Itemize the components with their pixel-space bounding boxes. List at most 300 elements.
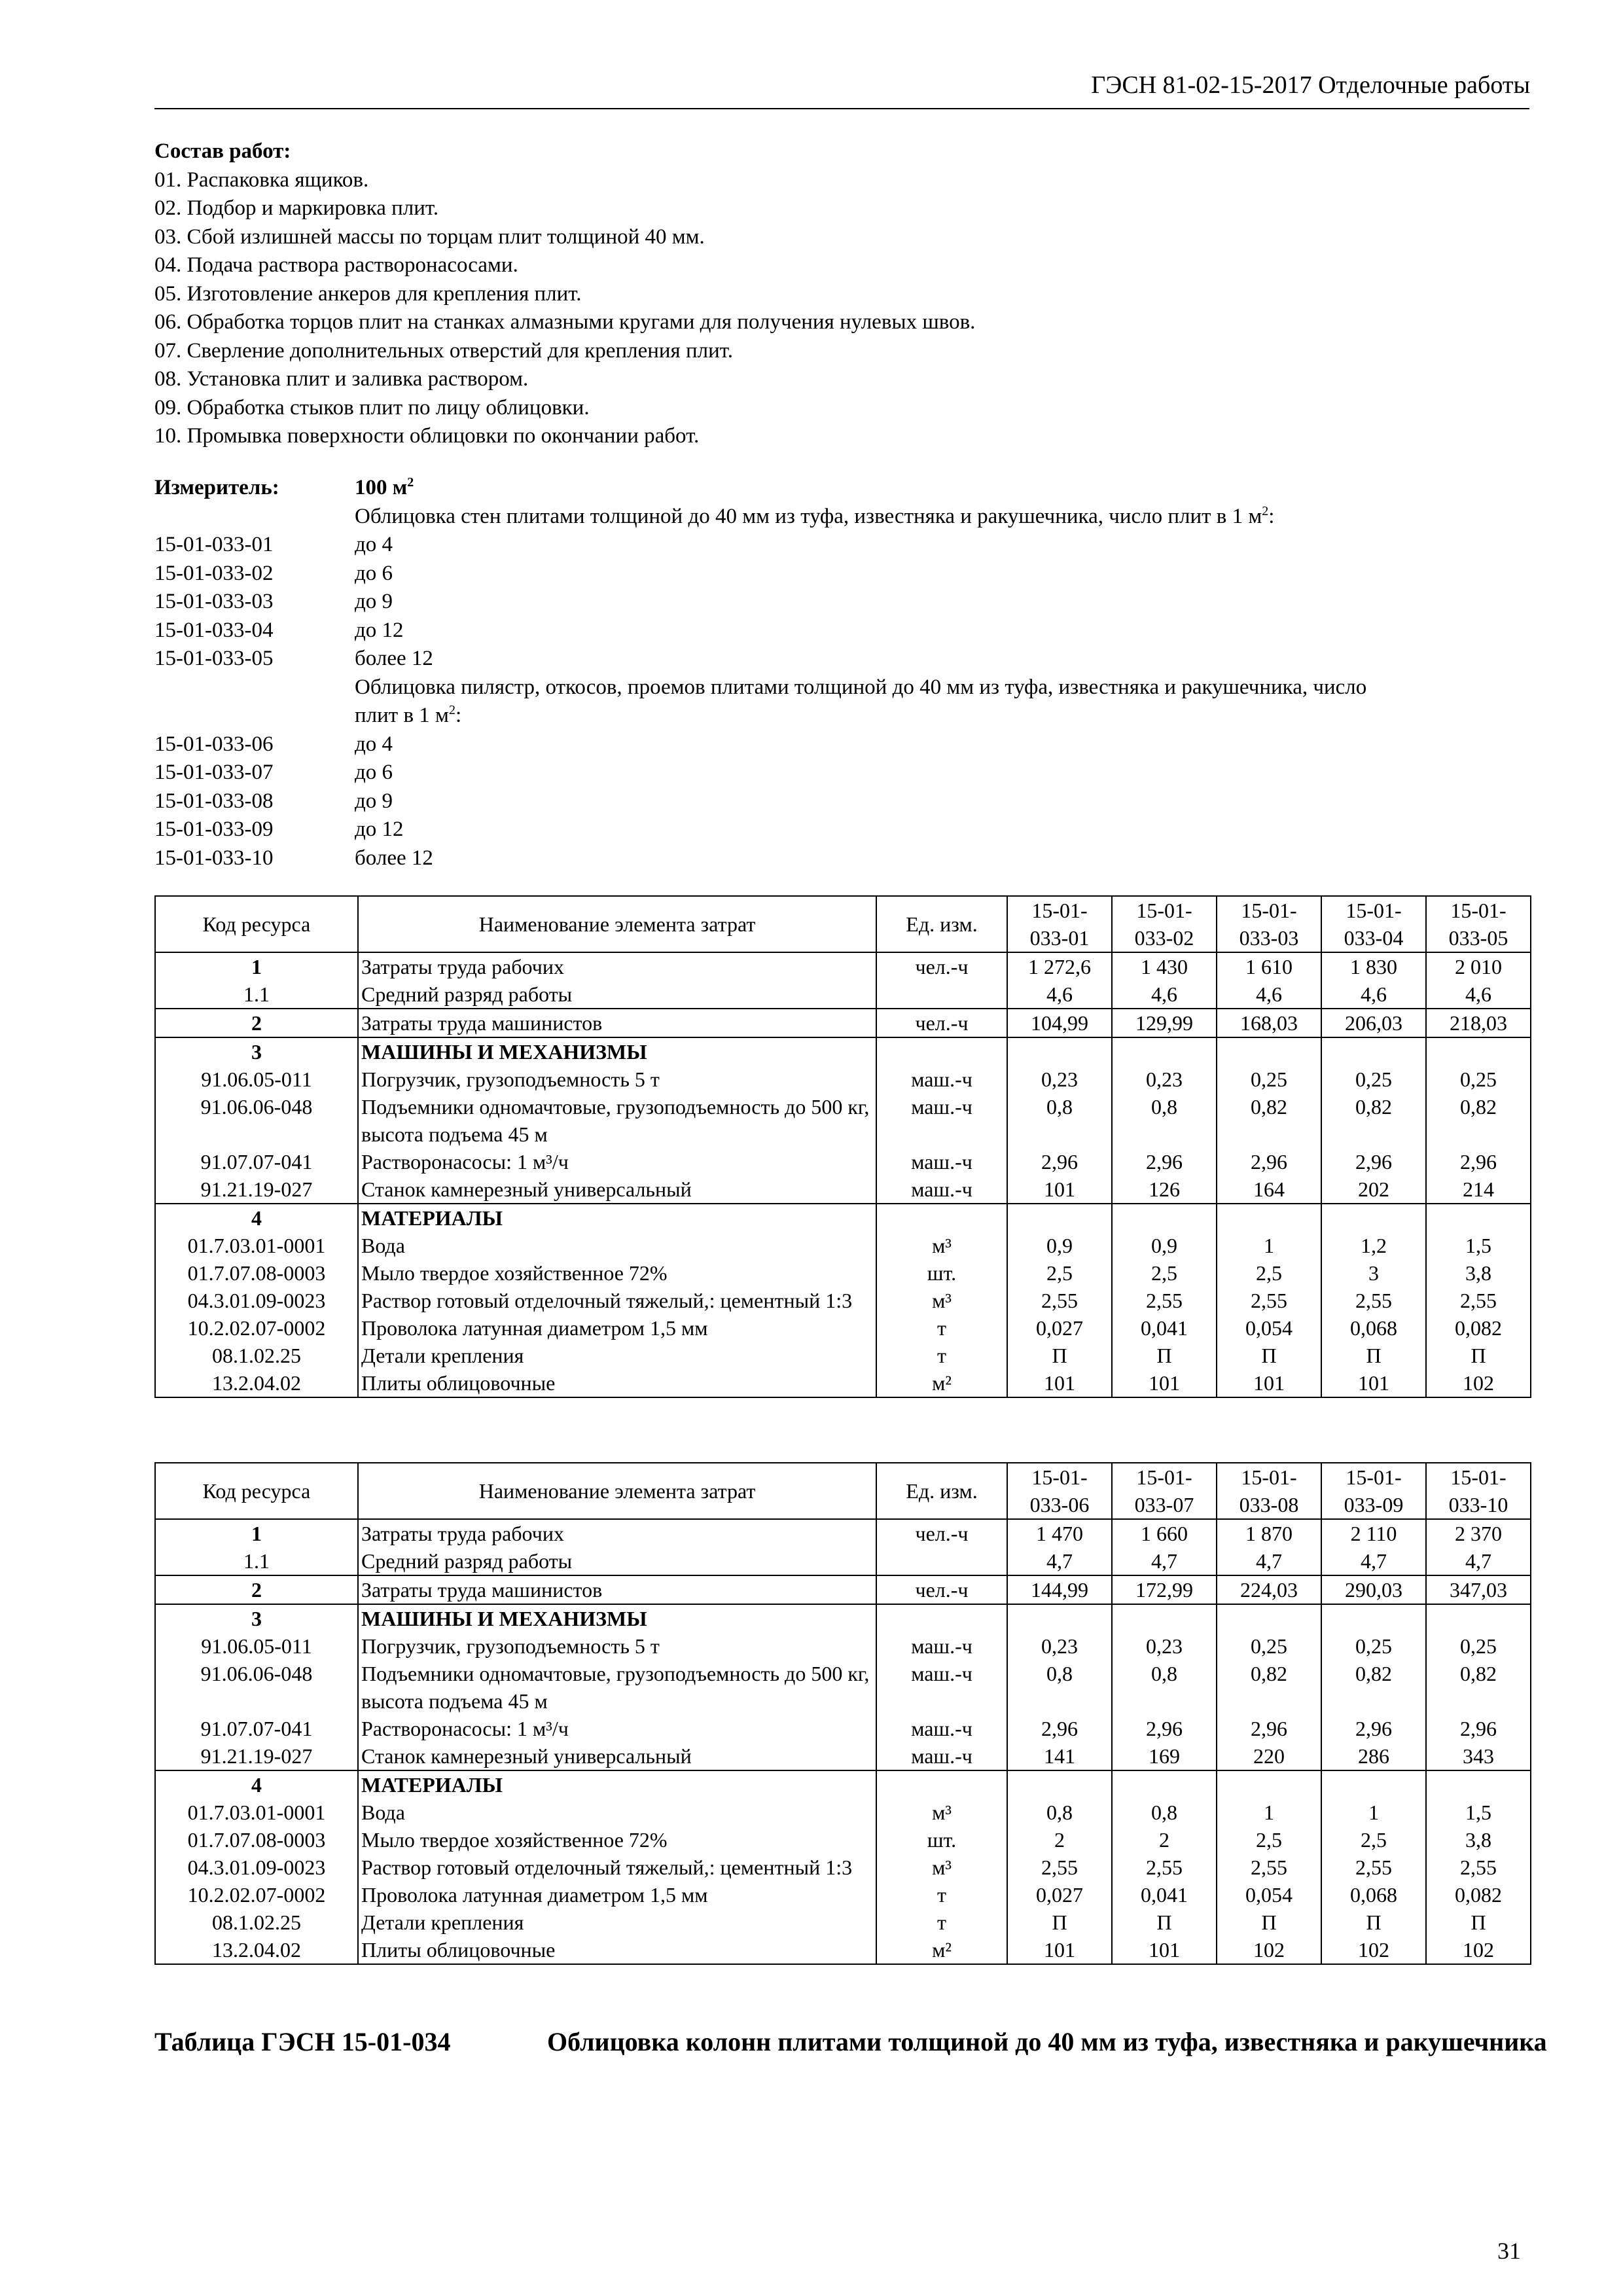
norm-code: 15-01-033-03 bbox=[154, 590, 274, 613]
col-header-norm: 15-01- 033-03 bbox=[1217, 896, 1321, 952]
table-row bbox=[155, 1342, 1531, 1369]
col-header-norm: 15-01- 033-07 bbox=[1112, 1463, 1217, 1519]
resource-code: 01.7.03.01-0001 bbox=[155, 1799, 358, 1826]
resource-name: Мыло твердое хозяйственное 72% bbox=[358, 1826, 876, 1854]
norm-value-cell: 0,9 bbox=[1112, 1232, 1217, 1259]
norm-value-cell: 4,7 bbox=[1007, 1547, 1112, 1575]
resource-code: 4 bbox=[155, 1770, 358, 1799]
norm-value-cell: 2,96 bbox=[1217, 1148, 1321, 1175]
norm-value-cell: 1 610 bbox=[1217, 952, 1321, 980]
norm-value-cell: 101 bbox=[1007, 1175, 1112, 1204]
table-row bbox=[155, 1232, 1531, 1259]
group1-description: Облицовка стен плитами толщиной до 40 мм из туфа, известняка и ракушечника, число плит в 1 $м^2$: bbox=[355, 503, 1275, 528]
norm-value-cell: 0,041 bbox=[1112, 1314, 1217, 1342]
norm-value-cell: 2,55 bbox=[1321, 1854, 1426, 1881]
composition-item: 01. Распаковка ящиков. bbox=[154, 168, 369, 192]
norm-value-cell: 0,068 bbox=[1321, 1881, 1426, 1909]
header-rule bbox=[154, 108, 1529, 109]
norm-value-cell: 101 bbox=[1112, 1936, 1217, 1964]
next-table-title: Облицовка колонн плитами толщиной до 40 мм из туфа, известняка и ракушечника bbox=[547, 2027, 1547, 2056]
resource-name: Станок камнерезный универсальный bbox=[358, 1175, 876, 1204]
norm-value-cell: 2,55 bbox=[1112, 1854, 1217, 1881]
work-composition bbox=[154, 137, 975, 451]
resource-code: 91.06.06-048 bbox=[155, 1660, 358, 1715]
resource-unit: чел.-ч bbox=[876, 1009, 1007, 1037]
table-row bbox=[155, 1770, 1531, 1799]
col-header-code: Код ресурса bbox=[155, 1463, 358, 1519]
resource-code: 91.07.07-041 bbox=[155, 1148, 358, 1175]
norm-value-cell: 0,25 bbox=[1426, 1066, 1531, 1093]
norm-value-cell: 2,55 bbox=[1007, 1854, 1112, 1881]
norm-value-cell: 2,55 bbox=[1426, 1854, 1531, 1881]
norm-value-cell: 172,99 bbox=[1112, 1575, 1217, 1604]
resource-name: Вода bbox=[358, 1232, 876, 1259]
norm-code: 15-01-033-06 bbox=[154, 732, 274, 756]
table-row bbox=[155, 1519, 1531, 1547]
resource-unit: маш.-ч bbox=[876, 1093, 1007, 1148]
next-table-label: Таблица ГЭСН 15-01-034 bbox=[154, 2027, 451, 2056]
norm-value-cell: 1 272,6 bbox=[1007, 952, 1112, 980]
norm-value-cell: 2,55 bbox=[1217, 1287, 1321, 1314]
norm-value-cell: 0,8 bbox=[1007, 1660, 1112, 1715]
resource-code: 91.06.05-011 bbox=[155, 1632, 358, 1660]
table-row bbox=[155, 1715, 1531, 1742]
norm-value-cell: П bbox=[1007, 1909, 1112, 1936]
norm-value-cell: 2,5 bbox=[1217, 1259, 1321, 1287]
norm-value-cell: П bbox=[1321, 1909, 1426, 1936]
measure-unit: 100 $м^2$ bbox=[355, 475, 414, 499]
norm-value-cell: 220 bbox=[1217, 1742, 1321, 1770]
resource-name: Затраты труда машинистов bbox=[358, 1575, 876, 1604]
resource-unit: т bbox=[876, 1314, 1007, 1342]
norm-value-cell: 2 bbox=[1112, 1826, 1217, 1854]
resource-code: 10.2.02.07-0002 bbox=[155, 1881, 358, 1909]
norm-code: 15-01-033-10 bbox=[154, 846, 274, 870]
table-row bbox=[155, 1854, 1531, 1881]
table-row bbox=[155, 1093, 1531, 1148]
resource-name: Раствор готовый отделочный тяжелый,: цементный 1:3 bbox=[358, 1287, 876, 1314]
resource-code: 2 bbox=[155, 1009, 358, 1037]
col-header-name: Наименование элемента затрат bbox=[358, 896, 876, 952]
norm-value-cell: 343 bbox=[1426, 1742, 1531, 1770]
norm-value-cell: 347,03 bbox=[1426, 1575, 1531, 1604]
norm-value-cell: 0,23 bbox=[1007, 1066, 1112, 1093]
norm-value: более 12 bbox=[355, 846, 433, 870]
norm-value-cell: 0,25 bbox=[1321, 1632, 1426, 1660]
norm-value-cell: 218,03 bbox=[1426, 1009, 1531, 1037]
norm-value-cell: 4,6 bbox=[1007, 980, 1112, 1009]
norm-value-cell: 4,6 bbox=[1321, 980, 1426, 1009]
norm-value-cell: 2,96 bbox=[1426, 1148, 1531, 1175]
norm-value-cell: 0,8 bbox=[1007, 1093, 1112, 1148]
resource-code: 91.06.06-048 bbox=[155, 1093, 358, 1148]
norm-value: до 9 bbox=[355, 789, 393, 813]
table-row bbox=[155, 1009, 1531, 1037]
resource-unit: маш.-ч bbox=[876, 1715, 1007, 1742]
resource-unit: маш.-ч bbox=[876, 1066, 1007, 1093]
norm-value-cell: 169 bbox=[1112, 1742, 1217, 1770]
norm-value-cell: 0,054 bbox=[1217, 1314, 1321, 1342]
measure-item bbox=[154, 816, 1568, 844]
norm-value-cell: 1 430 bbox=[1112, 952, 1217, 980]
norm-value-cell: 2,96 bbox=[1112, 1715, 1217, 1742]
table-row bbox=[155, 1066, 1531, 1093]
resource-unit: м² bbox=[876, 1369, 1007, 1397]
col-header-norm: 15-01- 033-09 bbox=[1321, 1463, 1426, 1519]
norm-value-cell: 101 bbox=[1007, 1936, 1112, 1964]
table-row bbox=[155, 952, 1531, 980]
resource-name: МАШИНЫ И МЕХАНИЗМЫ bbox=[358, 1604, 876, 1632]
measure-item bbox=[154, 617, 1568, 645]
norm-value: до 4 bbox=[355, 732, 393, 756]
norm-code: 15-01-033-09 bbox=[154, 817, 274, 841]
table-row bbox=[155, 1369, 1531, 1397]
norm-value-cell: 0,82 bbox=[1426, 1093, 1531, 1148]
norm-value-cell: 1 830 bbox=[1321, 952, 1426, 980]
norm-value-cell: 2,96 bbox=[1217, 1715, 1321, 1742]
measure-item bbox=[154, 844, 1568, 873]
norm-value-cell: 3,8 bbox=[1426, 1259, 1531, 1287]
norm-value: до 6 bbox=[355, 561, 393, 585]
resource-table-2 bbox=[154, 1462, 1531, 1965]
norm-code: 15-01-033-04 bbox=[154, 618, 274, 642]
norm-value-cell: П bbox=[1321, 1342, 1426, 1369]
resource-unit: шт. bbox=[876, 1826, 1007, 1854]
norm-value-cell: 0,25 bbox=[1217, 1632, 1321, 1660]
norm-value-cell: 206,03 bbox=[1321, 1009, 1426, 1037]
norm-code: 15-01-033-05 bbox=[154, 647, 274, 670]
norm-value-cell: 0,8 bbox=[1112, 1799, 1217, 1826]
measure-item bbox=[154, 560, 1568, 588]
table-row bbox=[155, 1742, 1531, 1770]
norm-value: до 12 bbox=[355, 618, 404, 642]
norm-value-cell: 0,027 bbox=[1007, 1314, 1112, 1342]
col-header-norm: 15-01- 033-05 bbox=[1426, 896, 1531, 952]
composition-item: 06. Обработка торцов плит на станках алмазными кругами для получения нулевых швов. bbox=[154, 310, 976, 334]
norm-value: более 12 bbox=[355, 647, 433, 670]
resource-code: 01.7.03.01-0001 bbox=[155, 1232, 358, 1259]
resource-name: Проволока латунная диаметром 1,5 мм bbox=[358, 1314, 876, 1342]
composition-item: 05. Изготовление анкеров для крепления плит. bbox=[154, 281, 582, 306]
resource-name: Вода bbox=[358, 1799, 876, 1826]
norm-value-cell bbox=[1426, 1037, 1531, 1066]
norm-value-cell: 0,054 bbox=[1217, 1881, 1321, 1909]
norm-value-cell bbox=[1321, 1204, 1426, 1232]
table-row bbox=[155, 1547, 1531, 1575]
resource-name: Подъемники одномачтовые, грузоподъемность до 500 кг, высота подъема 45 м bbox=[358, 1093, 876, 1148]
group2-description: Облицовка пилястр, откосов, проемов плитами толщиной до 40 мм из туфа, известняка и ракушечника, число плит в 1 $м^2$: bbox=[355, 675, 1367, 727]
norm-value-cell: 2 110 bbox=[1321, 1519, 1426, 1547]
norm-code: 15-01-033-01 bbox=[154, 533, 274, 556]
resource-name: Затраты труда рабочих bbox=[358, 1519, 876, 1547]
resource-unit bbox=[876, 1770, 1007, 1799]
measure-item bbox=[154, 531, 1568, 560]
norm-value-cell: 2,5 bbox=[1217, 1826, 1321, 1854]
norm-value-cell: 2,5 bbox=[1007, 1259, 1112, 1287]
composition-heading: Состав работ: bbox=[154, 139, 291, 163]
resource-code: 08.1.02.25 bbox=[155, 1909, 358, 1936]
norm-value-cell bbox=[1426, 1604, 1531, 1632]
composition-item: 07. Сверление дополнительных отверстий для крепления плит. bbox=[154, 338, 733, 363]
table-row bbox=[155, 1909, 1531, 1936]
norm-value-cell bbox=[1321, 1037, 1426, 1066]
resource-name: Детали крепления bbox=[358, 1342, 876, 1369]
table-row bbox=[155, 1660, 1531, 1715]
measure-label: Измеритель: bbox=[154, 476, 279, 499]
norm-value-cell: 2 370 bbox=[1426, 1519, 1531, 1547]
resource-name: Проволока латунная диаметром 1,5 мм bbox=[358, 1881, 876, 1909]
resource-code: 04.3.01.09-0023 bbox=[155, 1287, 358, 1314]
norm-value-cell: 2,96 bbox=[1007, 1148, 1112, 1175]
norm-value-cell: 2,55 bbox=[1217, 1854, 1321, 1881]
norm-value-cell: П bbox=[1217, 1342, 1321, 1369]
norm-value-cell: 0,23 bbox=[1112, 1066, 1217, 1093]
page-number: 31 bbox=[1497, 2238, 1521, 2264]
resource-code: 13.2.04.02 bbox=[155, 1936, 358, 1964]
composition-item: 02. Подбор и маркировка плит. bbox=[154, 196, 439, 220]
table-row bbox=[155, 1204, 1531, 1232]
norm-value: до 12 bbox=[355, 817, 404, 841]
norm-value-cell: 290,03 bbox=[1321, 1575, 1426, 1604]
norm-value-cell: 1 bbox=[1217, 1799, 1321, 1826]
norm-value-cell: 3,8 bbox=[1426, 1826, 1531, 1854]
col-header-norm: 15-01- 033-08 bbox=[1217, 1463, 1321, 1519]
resource-name: Плиты облицовочные bbox=[358, 1936, 876, 1964]
norm-value-cell: 4,6 bbox=[1112, 980, 1217, 1009]
norm-value-cell bbox=[1217, 1770, 1321, 1799]
norm-value-cell: П bbox=[1112, 1909, 1217, 1936]
norm-value-cell: 1 870 bbox=[1217, 1519, 1321, 1547]
composition-item: 03. Сбой излишней массы по торцам плит толщиной 40 мм. bbox=[154, 224, 705, 249]
resource-name: Плиты облицовочные bbox=[358, 1369, 876, 1397]
resource-name: МАТЕРИАЛЫ bbox=[358, 1770, 876, 1799]
norm-value-cell: 1,5 bbox=[1426, 1799, 1531, 1826]
table-row bbox=[155, 1799, 1531, 1826]
resource-unit: шт. bbox=[876, 1259, 1007, 1287]
norm-value-cell: 202 bbox=[1321, 1175, 1426, 1204]
resource-code: 3 bbox=[155, 1037, 358, 1066]
norm-value-cell: 286 bbox=[1321, 1742, 1426, 1770]
norm-value-cell: 102 bbox=[1426, 1369, 1531, 1397]
col-header-norm: 15-01- 033-04 bbox=[1321, 896, 1426, 952]
resource-unit: маш.-ч bbox=[876, 1660, 1007, 1715]
resource-code: 13.2.04.02 bbox=[155, 1369, 358, 1397]
norm-value-cell: 101 bbox=[1112, 1369, 1217, 1397]
next-table-heading bbox=[154, 2025, 1568, 2059]
norm-value-cell: 0,23 bbox=[1112, 1632, 1217, 1660]
norm-value-cell: 2,96 bbox=[1321, 1148, 1426, 1175]
resource-code: 4 bbox=[155, 1204, 358, 1232]
resource-unit bbox=[876, 1547, 1007, 1575]
norm-value-cell: 141 bbox=[1007, 1742, 1112, 1770]
norm-value-cell bbox=[1007, 1037, 1112, 1066]
norm-value-cell: 2,5 bbox=[1112, 1259, 1217, 1287]
running-header: ГЭСН 81-02-15-2017 Отделочные работы bbox=[1091, 71, 1530, 99]
norm-value: до 6 bbox=[355, 761, 393, 784]
norm-value-cell bbox=[1426, 1204, 1531, 1232]
table-row bbox=[155, 1632, 1531, 1660]
resource-unit: маш.-ч bbox=[876, 1742, 1007, 1770]
resource-unit: чел.-ч bbox=[876, 1575, 1007, 1604]
norm-value-cell: 101 bbox=[1007, 1369, 1112, 1397]
resource-name: Затраты труда рабочих bbox=[358, 952, 876, 980]
norm-value-cell: 0,082 bbox=[1426, 1314, 1531, 1342]
norm-value-cell: 144,99 bbox=[1007, 1575, 1112, 1604]
norm-value-cell: 0,25 bbox=[1321, 1066, 1426, 1093]
norm-value-cell bbox=[1321, 1604, 1426, 1632]
norm-value-cell: 3 bbox=[1321, 1259, 1426, 1287]
norm-value-cell bbox=[1321, 1770, 1426, 1799]
resource-unit: маш.-ч bbox=[876, 1148, 1007, 1175]
norm-value-cell: 1,5 bbox=[1426, 1232, 1531, 1259]
resource-name: Затраты труда машинистов bbox=[358, 1009, 876, 1037]
norm-value-cell: 168,03 bbox=[1217, 1009, 1321, 1037]
norm-value-cell: 0,8 bbox=[1112, 1093, 1217, 1148]
resource-code: 04.3.01.09-0023 bbox=[155, 1854, 358, 1881]
norm-value-cell: 1 660 bbox=[1112, 1519, 1217, 1547]
norm-value-cell bbox=[1007, 1604, 1112, 1632]
resource-name: Средний разряд работы bbox=[358, 980, 876, 1009]
resource-code: 91.06.05-011 bbox=[155, 1066, 358, 1093]
measure-item bbox=[154, 759, 1568, 787]
norm-value-cell: 101 bbox=[1321, 1369, 1426, 1397]
resource-code: 1.1 bbox=[155, 1547, 358, 1575]
resource-code: 2 bbox=[155, 1575, 358, 1604]
resource-name: Средний разряд работы bbox=[358, 1547, 876, 1575]
norm-value-cell: 2,55 bbox=[1007, 1287, 1112, 1314]
resource-unit: маш.-ч bbox=[876, 1175, 1007, 1204]
col-header-norm: 15-01- 033-01 bbox=[1007, 896, 1112, 952]
norm-value-cell: П bbox=[1217, 1909, 1321, 1936]
composition-item: 09. Обработка стыков плит по лицу облицовки. bbox=[154, 395, 590, 420]
resource-unit: т bbox=[876, 1909, 1007, 1936]
resource-unit bbox=[876, 980, 1007, 1009]
norm-value-cell: 2,5 bbox=[1321, 1826, 1426, 1854]
norm-value-cell: 0,9 bbox=[1007, 1232, 1112, 1259]
resource-name: МАШИНЫ И МЕХАНИЗМЫ bbox=[358, 1037, 876, 1066]
resource-code: 10.2.02.07-0002 bbox=[155, 1314, 358, 1342]
resource-unit bbox=[876, 1604, 1007, 1632]
norm-value-cell: 2,55 bbox=[1426, 1287, 1531, 1314]
measure-block bbox=[154, 474, 1568, 872]
norm-value-cell bbox=[1112, 1604, 1217, 1632]
norm-value-cell bbox=[1217, 1204, 1321, 1232]
table-row bbox=[155, 1314, 1531, 1342]
resource-unit: чел.-ч bbox=[876, 952, 1007, 980]
norm-value-cell: 0,027 bbox=[1007, 1881, 1112, 1909]
col-header-norm: 15-01- 033-06 bbox=[1007, 1463, 1112, 1519]
table-row bbox=[155, 1175, 1531, 1204]
norm-value-cell: 0,8 bbox=[1007, 1799, 1112, 1826]
resource-unit: т bbox=[876, 1342, 1007, 1369]
table-row bbox=[155, 1575, 1531, 1604]
norm-value-cell bbox=[1007, 1204, 1112, 1232]
resource-unit: м³ bbox=[876, 1287, 1007, 1314]
norm-value-cell: 2,55 bbox=[1321, 1287, 1426, 1314]
resource-unit: м² bbox=[876, 1936, 1007, 1964]
norm-value-cell: 126 bbox=[1112, 1175, 1217, 1204]
norm-value-cell: П bbox=[1426, 1342, 1531, 1369]
norm-value-cell: 4,7 bbox=[1426, 1547, 1531, 1575]
resource-unit: чел.-ч bbox=[876, 1519, 1007, 1547]
norm-value-cell bbox=[1217, 1604, 1321, 1632]
norm-value-cell: 0,23 bbox=[1007, 1632, 1112, 1660]
measure-item bbox=[154, 588, 1568, 617]
resource-code: 01.7.07.08-0003 bbox=[155, 1259, 358, 1287]
norm-value-cell: 4,6 bbox=[1426, 980, 1531, 1009]
norm-value-cell: 102 bbox=[1321, 1936, 1426, 1964]
norm-value-cell: П bbox=[1007, 1342, 1112, 1369]
norm-value-cell bbox=[1112, 1770, 1217, 1799]
table-row bbox=[155, 1604, 1531, 1632]
norm-value-cell: П bbox=[1426, 1909, 1531, 1936]
norm-value-cell: 0,82 bbox=[1321, 1093, 1426, 1148]
col-header-norm: 15-01- 033-02 bbox=[1112, 896, 1217, 952]
resource-unit: м³ bbox=[876, 1799, 1007, 1826]
resource-name: Растворонасосы: 1 м³/ч bbox=[358, 1148, 876, 1175]
table-row bbox=[155, 1259, 1531, 1287]
resource-name: Детали крепления bbox=[358, 1909, 876, 1936]
norm-value-cell: 2,96 bbox=[1321, 1715, 1426, 1742]
norm-value-cell: 214 bbox=[1426, 1175, 1531, 1204]
norm-value-cell: 2,96 bbox=[1007, 1715, 1112, 1742]
norm-value-cell: 164 bbox=[1217, 1175, 1321, 1204]
measure-item bbox=[154, 730, 1568, 759]
norm-value-cell: 129,99 bbox=[1112, 1009, 1217, 1037]
norm-value-cell: 4,6 bbox=[1217, 980, 1321, 1009]
norm-value-cell: 4,7 bbox=[1112, 1547, 1217, 1575]
table-row bbox=[155, 1826, 1531, 1854]
norm-code: 15-01-033-07 bbox=[154, 761, 274, 784]
table-row bbox=[155, 1037, 1531, 1066]
col-header-unit: Ед. изм. bbox=[876, 1463, 1007, 1519]
norm-value-cell: 0,082 bbox=[1426, 1881, 1531, 1909]
norm-value: до 4 bbox=[355, 533, 393, 556]
norm-value-cell: 101 bbox=[1217, 1369, 1321, 1397]
norm-value-cell: 0,82 bbox=[1217, 1660, 1321, 1715]
resource-name: Подъемники одномачтовые, грузоподъемность до 500 кг, высота подъема 45 м bbox=[358, 1660, 876, 1715]
resource-name: Погрузчик, грузоподъемность 5 т bbox=[358, 1632, 876, 1660]
norm-value-cell: 0,82 bbox=[1321, 1660, 1426, 1715]
composition-item: 10. Промывка поверхности облицовки по окончании работ. bbox=[154, 424, 700, 448]
col-header-code: Код ресурса bbox=[155, 896, 358, 952]
norm-value-cell: 2 010 bbox=[1426, 952, 1531, 980]
norm-value-cell bbox=[1112, 1037, 1217, 1066]
norm-value-cell: 1,2 bbox=[1321, 1232, 1426, 1259]
resource-unit bbox=[876, 1204, 1007, 1232]
table-row bbox=[155, 1287, 1531, 1314]
norm-code: 15-01-033-08 bbox=[154, 789, 274, 813]
resource-name: Погрузчик, грузоподъемность 5 т bbox=[358, 1066, 876, 1093]
resource-unit: м³ bbox=[876, 1232, 1007, 1259]
col-header-norm: 15-01- 033-10 bbox=[1426, 1463, 1531, 1519]
norm-value-cell: 4,7 bbox=[1321, 1547, 1426, 1575]
norm-value-cell: 1 470 bbox=[1007, 1519, 1112, 1547]
norm-value-cell: 102 bbox=[1426, 1936, 1531, 1964]
composition-item: 08. Установка плит и заливка раствором. bbox=[154, 367, 529, 391]
norm-value: до 9 bbox=[355, 590, 393, 613]
norm-value-cell: 0,041 bbox=[1112, 1881, 1217, 1909]
measure-item bbox=[154, 645, 1568, 673]
resource-unit bbox=[876, 1037, 1007, 1066]
norm-value-cell: 2,96 bbox=[1426, 1715, 1531, 1742]
norm-value-cell: 0,068 bbox=[1321, 1314, 1426, 1342]
norm-code: 15-01-033-02 bbox=[154, 561, 274, 585]
resource-code: 91.21.19-027 bbox=[155, 1175, 358, 1204]
norm-value-cell: 0,25 bbox=[1426, 1632, 1531, 1660]
norm-value-cell: 0,25 bbox=[1217, 1066, 1321, 1093]
norm-value-cell bbox=[1426, 1770, 1531, 1799]
